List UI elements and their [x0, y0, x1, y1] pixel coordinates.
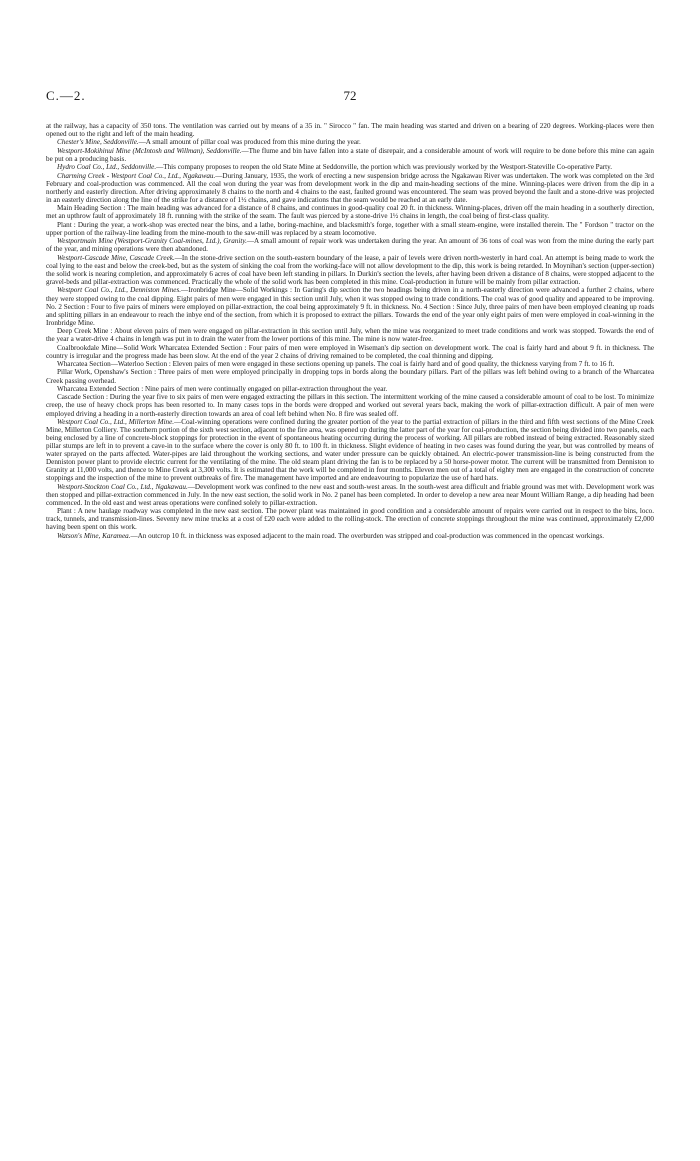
paragraph: Watson's Mine, Karamea.—An outcrop 10 ft. in thickness was exposed adjacent to the main road. The overburden was stripped and coal-production was commenced in the opencast workings.	[57, 531, 605, 540]
paragraph: Westportmain Mine (Westport-Granity Coal-mines, Ltd.), Granity.—A small amount of repair work was undertaken during the year. An amount of 36 tons of coal was won from the mine during the early part of the year, and mining operations were then abandoned.	[46, 237, 654, 254]
paragraph: Chester's Mine, Seddonville.—A small amount of pillar coal was produced from this mine during the year.	[57, 138, 361, 147]
paragraph: at the railway, has a capacity of 350 tons. The ventilation was carried out by means of a 35 in. " Sirocco " fan. The main heading was started and driven on a bearing of 220 degrees. Working-places were then opened out to the right and left of the main heading.	[46, 122, 654, 139]
report-body	[46, 122, 654, 540]
paragraph: Pillar Work, Openshaw's Section : Three pairs of men were employed principally in dropping tops in bords along the boundary pillars. Part of the pillars was left behind owing to a branch of the Wharcatea Creek passing overhead.	[46, 368, 654, 385]
document-reference: C.—2.	[46, 88, 86, 103]
page-number: 72	[343, 88, 357, 103]
paragraph: Westport-Cascade Mine, Cascade Creek.—In the stone-drive section on the south-eastern boundary of the lease, a pair of levels were driven north-westerly in hard coal. An attempt is being made to work the coal lying to the east and below the creek-bed, but as the system of sinking the coal from the working-face will not allow development to the dip, this work is being retarded. In Moynihan's section (upper-section) the solid work is nearing completion, and approximately 6 acres of coal have been left standing in pillars. In Durkin's section the levels, after having been driven a distance of 8 chains, were stopped adjacent to the gravel-beds and pillar-extraction was commenced. Practically the whole of the solid work has been completed in this mine. Coal-production in future will be mainly from pillar extraction.	[46, 253, 654, 287]
paragraph: Charming Creek - Westport Coal Co., Ltd., Ngakawau.—During January, 1935, the work of erecting a new suspension bridge across the Ngakawau River was undertaken. The work was completed on the 3rd February and coal-production was commenced. All the coal won during the year was from development work in the dip and main-heading sections of the mine. Winning-places were driven from the dip in a northerly and easterly direction. After driving approximately 8 chains to the north and 4 chains to the east, faulted ground was encountered. The seam was proved beyond the fault and a stone-drive was projected in an easterly direction along the line of the strike for a distance of 1½ chains, and gave indications that the seam would be reached at an early date.	[46, 171, 654, 204]
paragraph: Wharcatea Section—Waterloo Section : Eleven pairs of men were engaged in these sections opening up panels. The coal is fairly hard and of good quality, the thickness varying from 7 ft. to 16 ft.	[57, 360, 615, 369]
paragraph: Plant : A new haulage roadway was completed in the new east section. The power plant was maintained in good condition and a considerable amount of repairs were carried out in respect to the bins, loco. track, tunnels, and transmission-lines. Seventy new mine trucks at a cost of £20 each were added to the rolling-stock. The erection of concrete stoppings throughout the mine was continued, approximately £2,000 having been spent on this work.	[46, 507, 654, 532]
paragraph: Westport Coal Co., Ltd., Millerton Mine.—Coal-winning operations were confined during the greater portion of the year to the partial extraction of pillars in the third and fifth west sections of the Mine Creek Mine, Millerton Colliery. The southern portion of the sixth west section, adjacent to the fire area, was opened up during the latter part of the year for coal-production, the section being divided into two panels, each being enclosed by a line of concrete-block stoppings for protection in the event of spontaneous heating occurring during the process of working. All pillars are robbed instead of being extracted. Reasonably sized pillar stumps are left in to prevent a cave-in to the surface where the cover is only 80 ft. to 100 ft. in thickness. Slight evidence of heating in two cases was found during the year, but was controlled by means of water sprayed on the parts affected. Water-pipes are laid throughout the working sections, and water under pressure can be quickly obtained. An electric-power transmission-line is being constructed from the Denniston power plant to provide electric current for the ventilating of the mine. The old steam plant driving the fan is to be replaced by a 50 horse-power motor. The current will be transmitted from Denniston to Granity at 11,000 volts, and thence to Mine Creek at 3,300 volts. It is estimated that the work will be completed in four months. Eleven men out of a total of eighty men are engaged in the construction of concrete stoppings and the inspection of the mine to prevent outbreaks of fire. The management have imported and are endeavouring to popularize the use of hard hats.	[46, 417, 654, 483]
paragraph: Westport-Stockton Coal Co., Ltd., Ngakawau.—Development work was confined to the new east and south-west areas. In the south-west area difficult and friable ground was met with. Development work was then stopped and pillar-extraction commenced in July. In the new east section, the solid work in No. 2 panel has been completed. In order to develop a new area near Mount William Range, a dip heading had been commenced. In the old east and west areas operations were confined solely to pillar-extraction.	[46, 482, 654, 507]
paragraph: Cascade Section : During the year five to six pairs of men were engaged extracting the pillars in this section. The intermittent working of the mine caused a considerable amount of coal to be lost. To minimize creep, the use of heavy chock props has been resorted to. In many cases tops in the bords were dropped and worked out several years back, making the work of pillar-extraction difficult. A pair of men were employed driving a heading in a north-easterly direction towards an area of coal left behind when No. 8 fire was sealed off.	[46, 393, 654, 418]
paragraph: Wharcatea Extended Section : Nine pairs of men were continually engaged on pillar-extraction throughout the year.	[57, 384, 388, 393]
paragraph: Westport Coal Co., Ltd., Denniston Mines.—Ironbridge Mine—Solid Workings : In Garing's dip section the two headings being driven in a north-easterly direction were advanced a further 2 chains, where they were stopped owing to the coal dipping. Eight pairs of men were engaged in this section until July, when it was stopped owing to trade conditions. The coal was of good quality and appeared to be improving. No. 2 Section : Four to five pairs of miners were employed on pillar-extraction, the coal being approximately 9 ft. in thickness. No. 4 Section : Since July, three pairs of men have been employed cleaning up roads and splitting pillars in an endeavour to reach the inbye end of the section, from which it is proposed to extract the pillars. Towards the end of the year only eight pairs of men were employed in coal-winning in the Ironbridge Mine.	[46, 286, 655, 327]
paragraph: Plant : During the year, a work-shop was erected near the bins, and a lathe, boring-machine, and blacksmith's forge, together with a small steam-engine, were installed therein. The " Fordson " tractor on the upper portion of the railway-line leading from the mine-mouth to the saw-mill was replaced by a steam locomotive.	[46, 220, 654, 237]
paragraph: Westport-Mokihinui Mine (McIntosh and Willman), Seddonville.—The flume and bin have fallen into a state of disrepair, and a considerable amount of work will require to be done before this mine can again be put on a producing basis.	[46, 146, 654, 163]
page-header	[46, 88, 654, 104]
paragraph: Main Heading Section : The main heading was advanced for a distance of 8 chains, and continues in good-quality coal 20 ft. in thickness. Winning-places, driven off the main heading in a southerly direction, met an upthrow fault of approximately 18 ft. running with the strike of the seam. The fault was pierced by a stone-drive 1½ chains in length, the coal being of first-class quality.	[46, 204, 654, 221]
paragraph: Coalbrookdale Mine—Solid Work Wharcatea Extended Section : Four pairs of men were employed in Wiseman's dip section on development work. The coal is fairly hard and about 9 ft. in thickness. The country is irregular and the progress made has been slow. At the end of the year 2 chains of driving remained to be completed, the coal thinning and dipping.	[46, 343, 654, 360]
paragraph: Hydro Coal Co., Ltd., Seddonville.—This company proposes to reopen the old State Mine at Seddonville, the portion which was previously worked by the Westport-Stateville Co-operative Party.	[57, 163, 613, 172]
paragraph: Deep Creek Mine : About eleven pairs of men were engaged on pillar-extraction in this section until July, when the mine was reorganized to meet trade conditions and work was stopped. Towards the end of the year a water-drive 4 chains in length was put in to drain the water from the lower portions of this mine. The mine is now water-free.	[46, 327, 654, 344]
